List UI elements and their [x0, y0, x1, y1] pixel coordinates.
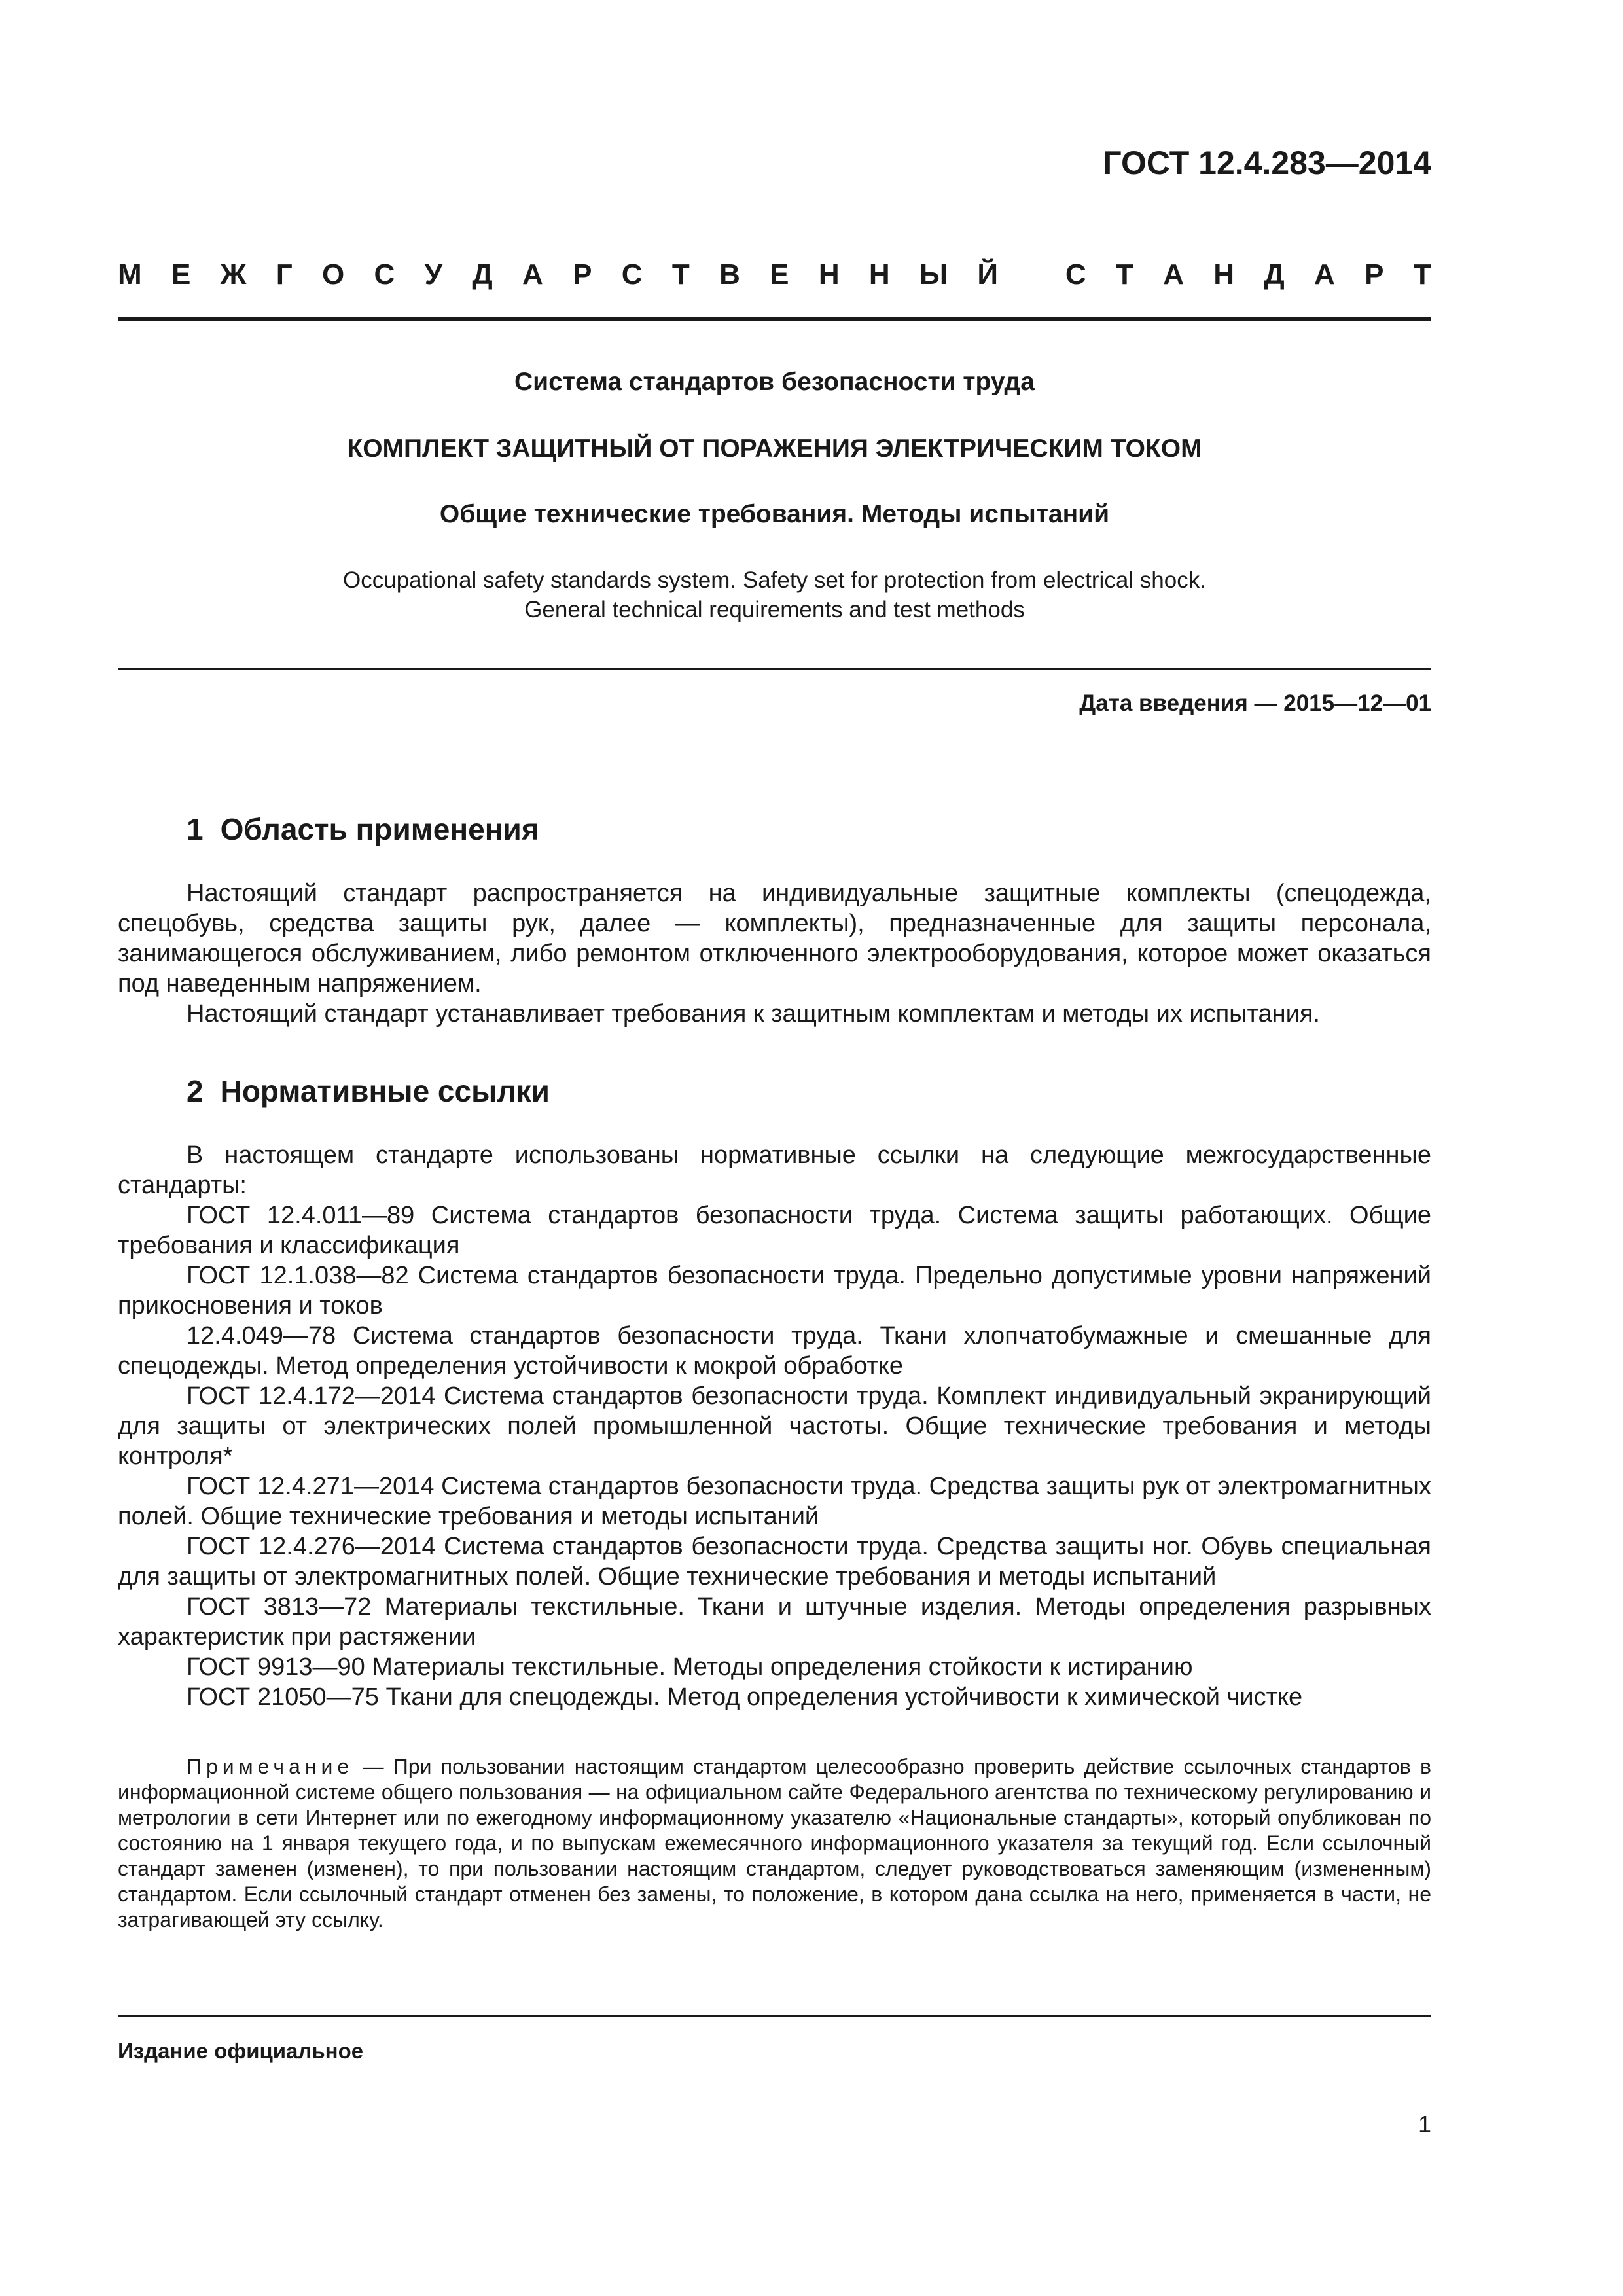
section-heading-scope [187, 812, 539, 847]
paragraph: В настоящем стандарте использованы нормативные ссылки на следующие межгосударственные стандарты: [118, 1141, 1431, 1199]
reference-item: ГОСТ 3813—72 Материалы текстильные. Ткани и штучные изделия. Методы определения разрывных характеристик при растяжении [118, 1593, 1431, 1651]
section-number: 2 [187, 1074, 204, 1108]
label-letter: Р [1364, 259, 1384, 291]
note-label: Примечание [187, 1755, 354, 1778]
page-number: 1 [1418, 2111, 1431, 2138]
note-text: — При пользовании настоящим стандартом целесообразно проверить действие ссылочных стандартов в информационной системе общего пользования — на официальном сайте Федерального агентства по техническому регулированию и метрологии в сети Интернет или по ежегодному информационному указателю «Национальные стандарты», который опубликован по состоянию на 1 января текущего года, и по выпускам ежемесячного информационного указателя за текущий год. Если ссылочный стандарт заменен (изменен), то при пользовании настоящим стандартом, следует руководствоваться заменяющим (измененным) стандартом. Если ссылочный стандарт отменен без замены, то положение, в котором дана ссылка на него, применяется в части, не затрагивающей эту ссылку. [118, 1755, 1431, 1931]
paragraph: Настоящий стандарт распространяется на индивидуальные защитные комплекты (спецодежда, спецобувь, средства защиты рук, далее — комплекты), предназначенные для защиты персонала, занимающегося обслуживанием, либо ремонтом отключенного электрооборудования, которое может оказаться под наведенным напряжением. [118, 880, 1431, 997]
label-letter: О [322, 259, 345, 291]
label-letter: Е [171, 259, 191, 291]
label-letter: У [424, 259, 443, 291]
paragraph: Настоящий стандарт устанавливает требования к защитным комплектам и методы их испытания. [187, 1000, 1320, 1028]
note-block [118, 1754, 1431, 1933]
reference-item: ГОСТ 9913—90 Материалы текстильные. Методы определения стойкости к истиранию [187, 1653, 1193, 1681]
document-number: ГОСТ 12.4.283—2014 [1103, 145, 1431, 181]
label-letter: Ы [919, 259, 948, 291]
reference-item: ГОСТ 12.4.276—2014 Система стандартов безопасности труда. Средства защиты ног. Обувь специальная для защиты от электромагнитных полей. Общие технические требования и методы испытаний [118, 1533, 1431, 1590]
document-subtitle: Общие технические требования. Методы испытаний [439, 500, 1110, 528]
introduction-date: Дата введения — 2015—12—01 [1079, 691, 1431, 716]
label-letter: А [1163, 259, 1184, 291]
label-letter: Д [1264, 259, 1285, 291]
section-heading-references [187, 1073, 550, 1109]
label-letter: Й [977, 259, 999, 291]
note-paragraph [118, 1754, 1431, 1933]
document-title: КОМПЛЕКТ ЗАЩИТНЫЙ ОТ ПОРАЖЕНИЯ ЭЛЕКТРИЧЕСКИМ ТОКОМ [347, 435, 1202, 463]
label-letter: В [719, 259, 740, 291]
label-letter: Н [818, 259, 840, 291]
label-gap [1027, 259, 1035, 298]
reference-item: ГОСТ 12.4.172—2014 Система стандартов безопасности труда. Комплект индивидуальный экранирующий для защиты от электрических полей промышленной частоты. Общие технические требования и методы контроля* [118, 1382, 1431, 1470]
label-letter: Т [671, 259, 690, 291]
reference-item: ГОСТ 12.4.271—2014 Система стандартов безопасности труда. Средства защиты рук от электромагнитных полей. Общие технические требования и методы испытаний [118, 1473, 1431, 1530]
label-letter: Ж [220, 259, 247, 291]
label-letter: Т [1413, 259, 1431, 291]
label-letter: С [1065, 259, 1086, 291]
label-letter: С [374, 259, 395, 291]
reference-item: ГОСТ 21050—75 Ткани для спецодежды. Метод определения устойчивости к химической чистке [187, 1683, 1303, 1711]
english-title-line-1: Occupational safety standards system. Safety set for protection from electrical shock. [343, 567, 1206, 593]
reference-item: 12.4.049—78 Система стандартов безопасности труда. Ткани хлопчатобумажные и смешанные для спецодежды. Метод определения устойчивости к мокрой обработке [118, 1322, 1431, 1380]
footer-divider [118, 2015, 1431, 2017]
label-letter: Н [1213, 259, 1235, 291]
section-number: 1 [187, 812, 204, 846]
interstate-standard-label [118, 259, 1431, 298]
label-letter: Е [770, 259, 789, 291]
scope-body [118, 878, 1431, 1029]
label-letter: М [118, 259, 142, 291]
official-edition-label: Издание официальное [118, 2039, 364, 2063]
label-letter: Г [276, 259, 293, 291]
section-title: Нормативные ссылки [220, 1074, 550, 1108]
label-letter: А [522, 259, 543, 291]
label-letter: Н [868, 259, 890, 291]
english-title-line-2: General technical requirements and test methods [524, 597, 1025, 622]
title-divider [118, 668, 1431, 670]
header-divider [118, 317, 1431, 321]
label-letter: Р [573, 259, 592, 291]
label-letter: С [621, 259, 643, 291]
label-letter: А [1314, 259, 1335, 291]
references-body [118, 1140, 1431, 1712]
label-letter: Д [472, 259, 493, 291]
reference-item: ГОСТ 12.1.038—82 Система стандартов безопасности труда. Предельно допустимые уровни напряжений прикосновения и токов [118, 1262, 1431, 1319]
label-letter: Т [1115, 259, 1133, 291]
reference-item: ГОСТ 12.4.011—89 Система стандартов безопасности труда. Система защиты работающих. Общие требования и классификация [118, 1202, 1431, 1259]
system-title: Система стандартов безопасности труда [514, 368, 1035, 396]
section-title: Область применения [220, 812, 539, 846]
